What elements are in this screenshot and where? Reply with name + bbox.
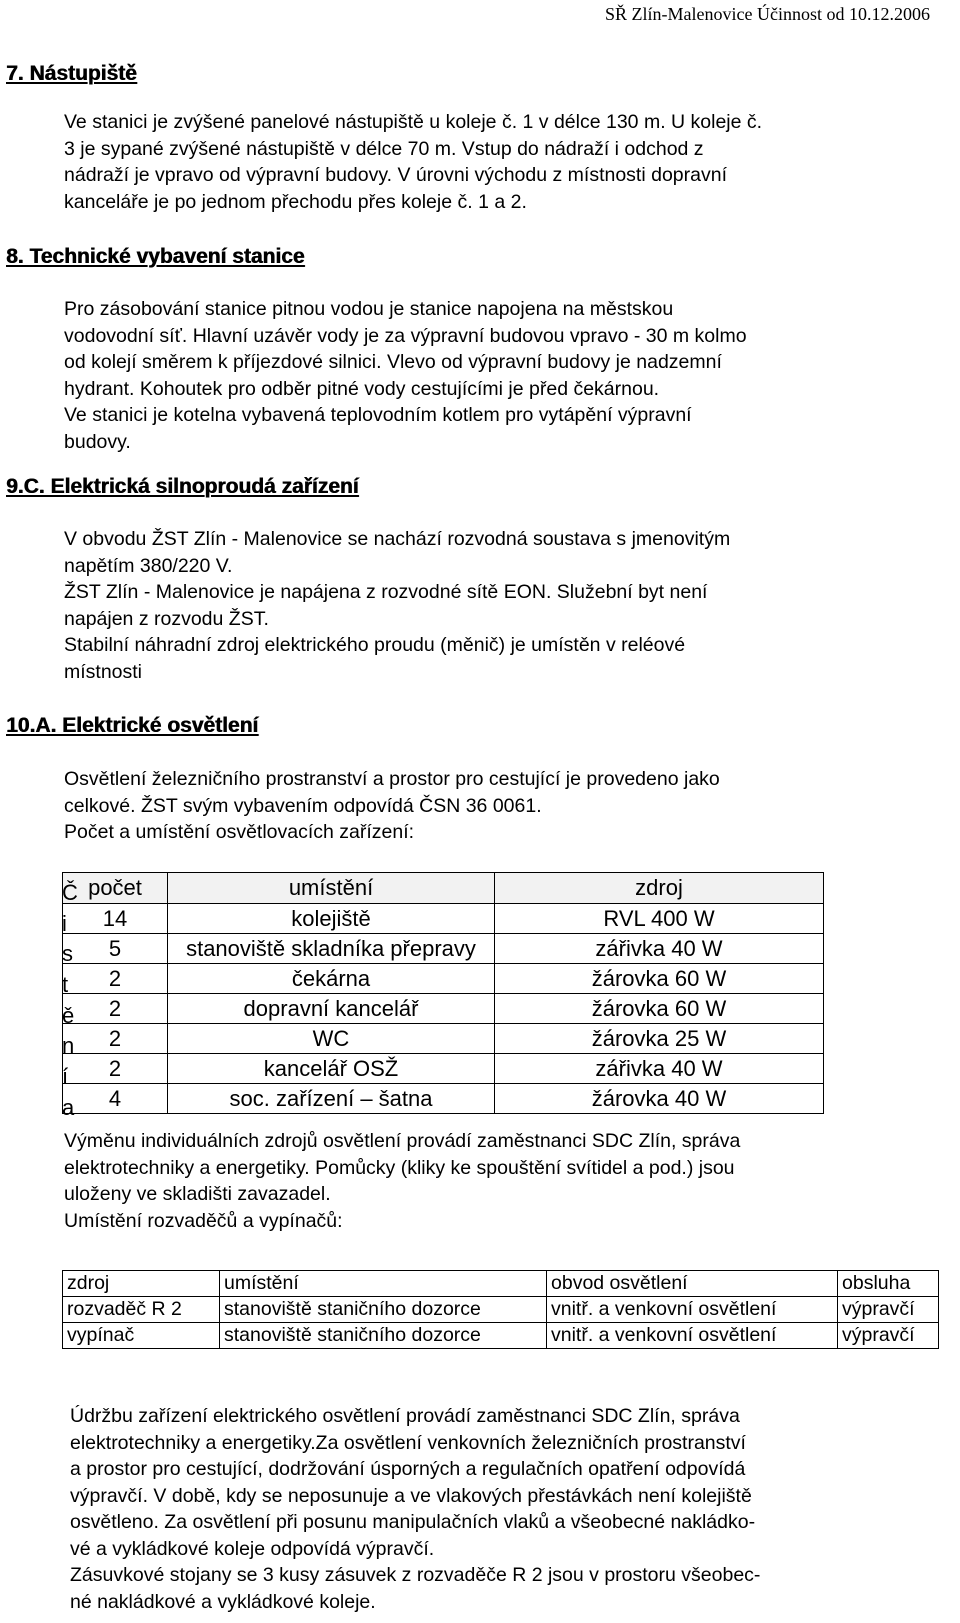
text-line: celkové. ŽST svým vybavením odpovídá ČSN 36 0061. — [64, 794, 542, 817]
text-line: Osvětlení železničního prostranství a prostor pro cestující je provedeno jako — [64, 768, 720, 790]
text-line: nádraží je vpravo od výpravní budovy. V úrovni východu z místnosti dopravní — [64, 164, 727, 186]
table-row — [63, 904, 824, 934]
vertical-letter: i — [62, 910, 67, 936]
text-line: vé a vykládkové koleje odpovídá výpravčí. — [70, 1537, 435, 1560]
text-line: Umístění rozvaděčů a vypínačů: — [64, 1209, 343, 1232]
text-line: Ve stanici je zvýšené panelové nástupiště u koleje č. 1 v délce 130 m. U koleje č. — [64, 111, 763, 133]
text-line: napětím 380/220 V. — [64, 554, 233, 577]
text-line: 3 je sypané zvýšené nástupiště v délce 70 m. Vstup do nádraží i odchod z — [64, 137, 704, 160]
text-line: hydrant. Kohoutek pro odběr pitné vody cestujícími je před čekárnou. — [64, 377, 660, 400]
text-line: elektrotechniky a energetiky. Pomůcky (kliky ke spouštění svítidel a pod.) jsou — [64, 1156, 735, 1179]
section-9-title: 9.C. Elektrická silnoproudá zařízení — [6, 475, 359, 498]
table-cell: kolejiště — [168, 904, 495, 934]
table-cell: 2 — [63, 994, 168, 1024]
text-line: od kolejí směrem k příjezdové silnici. Vlevo od výpravní budovy je nadzemní — [64, 351, 722, 373]
page-header: SŘ Zlín-Malenovice Účinnost od 10.12.2006 — [605, 4, 930, 24]
table-cell: rozvaděč R 2 — [63, 1297, 220, 1323]
section-10-closing — [70, 1403, 930, 1615]
table-row — [63, 1297, 939, 1323]
text-line: vodovodní síť. Hlavní uzávěr vody je za výpravní budovou vpravo - 30 m kolmo — [64, 324, 747, 347]
table-cell: zářivka 40 W — [495, 934, 824, 964]
header-cell: umístění — [220, 1271, 547, 1297]
text-line: Zásuvkové stojany se 3 kusy zásuvek z rozvaděče R 2 jsou v prostoru všeobec- — [70, 1564, 761, 1586]
table-cell: výpravčí — [838, 1323, 939, 1349]
text-line: výpravčí. V době, kdy se neposunuje a ve vlakových přestávkách není kolejiště — [70, 1484, 752, 1507]
table-cell: žárovka 60 W — [495, 994, 824, 1024]
vertical-letter: Č — [62, 880, 78, 905]
table-row — [63, 994, 824, 1024]
text-line: místnosti — [64, 660, 143, 683]
section-10-middle — [64, 1128, 924, 1234]
section-7-text — [64, 109, 924, 215]
section-9-text — [64, 526, 924, 685]
switchboard-table — [62, 1270, 939, 1349]
table-cell: stanoviště staničního dozorce — [220, 1297, 547, 1323]
section-8-text — [64, 296, 924, 455]
table-cell: WC — [168, 1024, 495, 1054]
table-cell: žárovka 40 W — [495, 1084, 824, 1114]
header-cell: obvod osvětlení — [547, 1271, 838, 1297]
text-line: budovy. — [64, 430, 131, 453]
vertical-label — [62, 878, 78, 1124]
text-line: Ve stanici je kotelna vybavená teplovodním kotlem pro vytápění výpravní — [64, 404, 692, 426]
header-cell: obsluha — [838, 1271, 939, 1297]
text-line: kanceláře je po jednom přechodu přes koleje č. 1 a 2. — [64, 190, 527, 213]
table-header-row — [63, 873, 824, 904]
table-cell: 4 — [63, 1084, 168, 1114]
vertical-letter: í — [62, 1064, 69, 1090]
text-line: Počet a umístění osvětlovacích zařízení: — [64, 821, 415, 843]
text-line: né nakládkové a vykládkové koleje. — [70, 1590, 376, 1613]
table-cell: 14 — [63, 904, 168, 934]
header-cell: zdroj — [63, 1271, 220, 1297]
table-cell: výpravčí — [838, 1297, 939, 1323]
table-cell: kancelář OSŽ — [168, 1054, 495, 1084]
table-cell: 2 — [63, 1024, 168, 1054]
text-line: uloženy ve skladišti zavazadel. — [64, 1183, 331, 1205]
table-row — [63, 1084, 824, 1114]
header-cell: zdroj — [495, 873, 824, 904]
table-row — [63, 1024, 824, 1054]
text-line: a prostor pro cestující, dodržování úsporných a regulačních opatření odpovídá — [70, 1458, 746, 1480]
text-line: Údržbu zařízení elektrického osvětlení provádí zaměstnanci SDC Zlín, správa — [70, 1405, 740, 1427]
text-line: Stabilní náhradní zdroj elektrického proudu (měnič) je umístěn v reléové — [64, 634, 686, 656]
section-7-title: 7. Nástupiště — [6, 62, 137, 85]
table-cell: vnitř. a venkovní osvětlení — [547, 1297, 838, 1323]
vertical-letter: ě — [62, 1002, 75, 1028]
text-line: ŽST Zlín - Malenovice je napájena z rozvodné sítě EON. Služební byt není — [64, 581, 708, 603]
text-line: V obvodu ŽST Zlín - Malenovice se nachází rozvodná soustava s jmenovitým — [64, 528, 731, 550]
lighting-table — [62, 872, 824, 1114]
table-cell: vypínač — [63, 1323, 220, 1349]
text-line: osvětleno. Za osvětlení při posunu manipulačních vlaků a všeobecné nakládko- — [70, 1511, 756, 1533]
table-cell: stanoviště staničního dozorce — [220, 1323, 547, 1349]
table-cell: soc. zařízení – šatna — [168, 1084, 495, 1114]
table-row — [63, 1323, 939, 1349]
table-row — [63, 934, 824, 964]
section-10-title: 10.A. Elektrické osvětlení — [6, 714, 259, 737]
table-cell: 2 — [63, 1054, 168, 1084]
table-cell: žárovka 60 W — [495, 964, 824, 994]
table-cell: vnitř. a venkovní osvětlení — [547, 1323, 838, 1349]
vertical-letter: s — [62, 941, 73, 967]
table-cell: RVL 400 W — [495, 904, 824, 934]
table-header-row — [63, 1271, 939, 1297]
text-line: napájen z rozvodu ŽST. — [64, 607, 269, 630]
table-row — [63, 1054, 824, 1084]
vertical-letter: n — [62, 1033, 75, 1059]
header-cell: umístění — [168, 873, 495, 904]
table-cell: zářivka 40 W — [495, 1054, 824, 1084]
text-line: elektrotechniky a energetiky.Za osvětlení venkovních železničních prostranství — [70, 1431, 746, 1454]
text-line: Výměnu individuálních zdrojů osvětlení provádí zaměstnanci SDC Zlín, správa — [64, 1130, 741, 1152]
table-cell: žárovka 25 W — [495, 1024, 824, 1054]
section-10-intro — [64, 766, 924, 846]
vertical-letter: a — [62, 1094, 75, 1120]
vertical-letter: t — [62, 972, 69, 998]
table-cell: 5 — [63, 934, 168, 964]
header-cell: počet — [63, 873, 168, 904]
table-cell: čekárna — [168, 964, 495, 994]
text-line: Pro zásobování stanice pitnou vodou je stanice napojena na městskou — [64, 298, 674, 320]
table-cell: stanoviště skladníka přepravy — [168, 934, 495, 964]
section-8-title: 8. Technické vybavení stanice — [6, 245, 305, 268]
table-cell: dopravní kancelář — [168, 994, 495, 1024]
table-cell: 2 — [63, 964, 168, 994]
table-row — [63, 964, 824, 994]
